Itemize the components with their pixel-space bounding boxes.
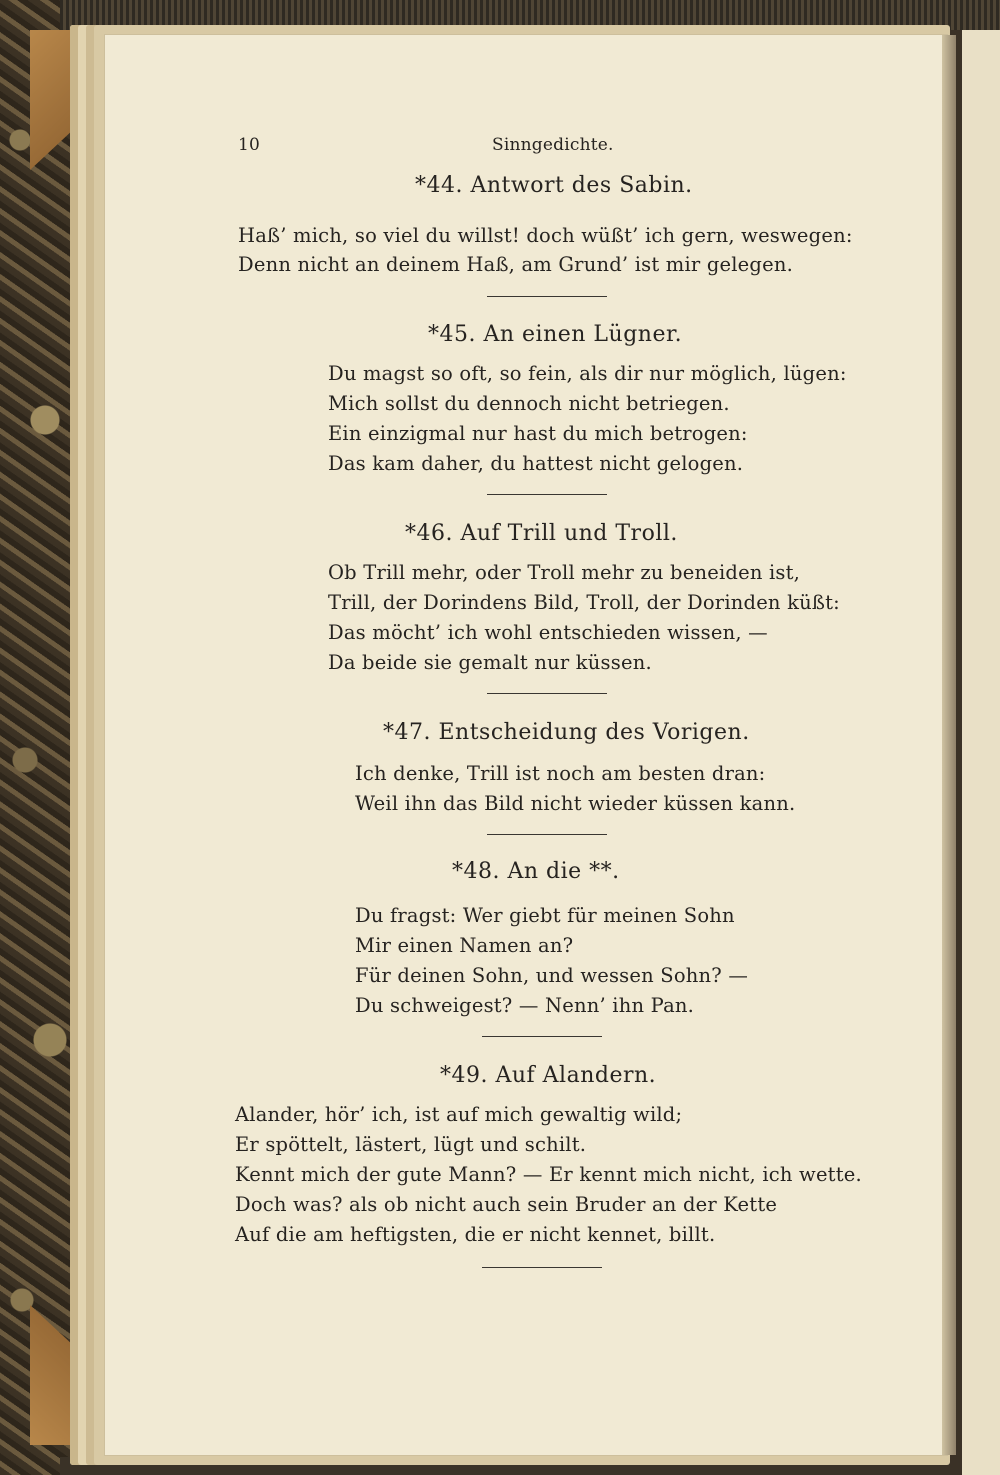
poem-line: Auf die am heftigsten, die er nicht kennet, billt. <box>235 1223 716 1246</box>
section-rule <box>482 1036 602 1037</box>
poem-line: Für deinen Sohn, und wessen Sohn? — <box>355 964 749 987</box>
poem-line: Kennt mich der gute Mann? — Er kennt mich nicht, ich wette. <box>235 1163 862 1186</box>
section-rule <box>487 494 607 495</box>
poem-line: Alander, hör’ ich, ist auf mich gewaltig wild; <box>235 1103 683 1126</box>
poem-line: Weil ihn das Bild nicht wieder küssen kann. <box>355 792 796 815</box>
poem-line: Da beide sie gemalt nur küssen. <box>328 651 652 674</box>
section-rule <box>487 296 607 297</box>
poem-line: Haß’ mich, so viel du willst! doch wüßt’ ich gern, weswegen: <box>238 224 853 247</box>
poem-line: Mir einen Namen an? <box>355 934 574 957</box>
poem-line: Ich denke, Trill ist noch am besten dran: <box>355 762 766 785</box>
section-rule <box>487 693 607 694</box>
poem-line: Das kam daher, du hattest nicht gelogen. <box>328 452 744 475</box>
poem-heading: *46. Auf Trill und Troll. <box>405 521 678 546</box>
page-gutter <box>942 35 956 1455</box>
marbled-cover-board <box>0 0 70 1475</box>
poem-line: Du schweigest? — Nenn’ ihn Pan. <box>355 994 695 1017</box>
poem-line: Du fragst: Wer giebt für meinen Sohn <box>355 904 735 927</box>
poem-line: Du magst so oft, so fein, als dir nur möglich, lügen: <box>328 362 847 385</box>
poem-heading: *44. Antwort des Sabin. <box>415 173 693 198</box>
poem-heading: *47. Entscheidung des Vorigen. <box>383 720 750 745</box>
running-head: Sinngedichte. <box>492 135 614 155</box>
poem-line: Trill, der Dorindens Bild, Troll, der Dorinden küßt: <box>328 591 840 614</box>
poem-line: Mich sollst du dennoch nicht betriegen. <box>328 392 730 415</box>
poem-line: Ob Trill mehr, oder Troll mehr zu beneiden ist, <box>328 561 801 584</box>
poem-line: Denn nicht an deinem Haß, am Grund’ ist mir gelegen. <box>238 253 794 276</box>
poem-line: Er spöttelt, lästert, lügt und schilt. <box>235 1133 587 1156</box>
page-number: 10 <box>238 135 261 155</box>
poem-line: Das möcht’ ich wohl entschieden wissen, — <box>328 621 768 644</box>
facing-page-edge <box>950 30 1000 1475</box>
poem-line: Ein einzigmal nur hast du mich betrogen: <box>328 422 748 445</box>
section-rule <box>482 1267 602 1268</box>
poem-line: Doch was? als ob nicht auch sein Bruder an der Kette <box>235 1193 778 1216</box>
section-rule <box>487 834 607 835</box>
poem-heading: *45. An einen Lügner. <box>428 322 683 347</box>
poem-heading: *48. An die **. <box>452 859 620 884</box>
poem-heading: *49. Auf Alandern. <box>440 1063 657 1088</box>
